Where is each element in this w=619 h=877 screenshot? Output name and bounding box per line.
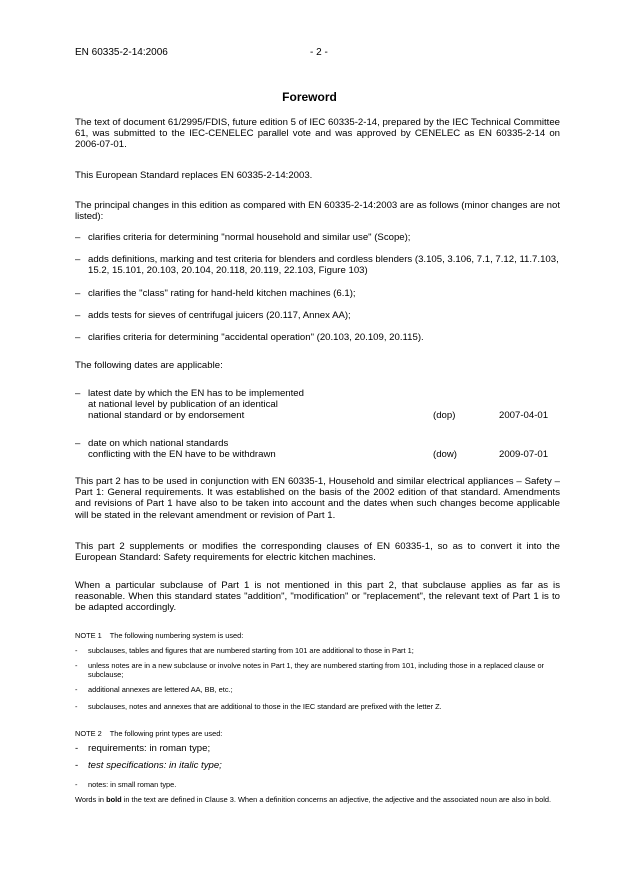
note-item-text: notes: in small roman type. (88, 780, 177, 789)
note-text: The following numbering system is used: (109, 631, 244, 640)
date-description-line: date on which national standards (88, 438, 229, 449)
date-value: 2009-07-01 (499, 449, 549, 461)
dash-marker: – (75, 438, 81, 449)
page-number: - 2 - (310, 47, 328, 58)
date-description-line: at national level by publication of an identical (88, 399, 278, 411)
date-description (88, 438, 408, 460)
dash-marker: – (75, 254, 81, 265)
date-description-line: national standard or by endorsement (88, 410, 245, 422)
note-1-heading (75, 631, 560, 640)
paragraph-subclause: When a particular subclause of Part 1 is not mentioned in this part 2, that subclause applies as far as is reasonable. When this standard states "addition", "modification" or "replacement", the relevant text of Part 1 is to be adapted accordingly. (75, 580, 560, 614)
bold-note-text: Words in (75, 795, 107, 804)
change-item-text: clarifies criteria for determining "accidental operation" (20.103, 20.109, 20.115). (88, 332, 424, 343)
date-value: 2007-04-01 (499, 410, 549, 422)
bold-note-text: in the text are defined in Clause 3. When a definition concerns an adjective, the adjective and the associated noun are also in bold. (121, 795, 552, 804)
dash-marker: – (75, 388, 81, 399)
document-id: EN 60335-2-14:2006 (75, 47, 168, 58)
paragraph-dates-intro: The following dates are applicable: (75, 360, 223, 371)
bold-note-bold-word: bold (106, 795, 122, 804)
paragraph-replaces: This European Standard replaces EN 60335-2-14:2003. (75, 170, 313, 181)
hyphen-marker: - (75, 702, 78, 711)
page-title: Foreword (282, 90, 337, 104)
change-item-text: adds definitions, marking and test criteria for blenders and cordless blenders (3.105, 3.106, 7.1, 7.12, 11.7.103, 15.2, 15.101, 20.103, 20.104, 20.118, 20.119, 22.103, Figure 103) (88, 254, 559, 277)
note-item-text: requirements: in roman type; (88, 743, 211, 754)
date-description-line: latest date by which the EN has to be implemented (88, 388, 304, 399)
hyphen-marker: - (75, 661, 78, 670)
paragraph-changes-intro: The principal changes in this edition as compared with EN 60335-2-14:2003 are as follows (minor changes are not listed): (75, 200, 560, 223)
note-item-text: subclauses, notes and annexes that are additional to those in the IEC standard are prefixed with the letter Z. (88, 702, 442, 711)
paragraph-conjunction: This part 2 has to be used in conjunction with EN 60335-1, Household and similar electrical appliances – Safety – Part 1: General requirements. It was established on the basis of the 2002 edition of that standard. Amendments and revisions of Part 1 have also to be taken into account and the dates when such changes become applicable will be stated in the relevant amendment or revision of Part 1. (75, 476, 560, 521)
date-code: (dop) (433, 410, 456, 422)
hyphen-marker: - (75, 780, 78, 789)
date-code: (dow) (433, 449, 457, 461)
note-label: NOTE 1 (75, 631, 102, 640)
note-item-text: unless notes are in a new subclause or involve notes in Part 1, they are numbered starting from 101, including those in a replaced clause or subclause; (88, 661, 545, 679)
dash-marker: – (75, 332, 81, 343)
dash-marker: – (75, 310, 81, 321)
dash-marker: – (75, 232, 81, 243)
note-item-text: subclauses, tables and figures that are numbered starting from 101 are additional to those in Part 1; (88, 646, 414, 655)
hyphen-marker: - (75, 760, 79, 771)
paragraph-fdis: The text of document 61/2995/FDIS, future edition 5 of IEC 60335-2-14, prepared by the IEC Technical Committee 61, was submitted to the IEC-CENELEC parallel vote and was approved by CENELEC as EN 60335-2-14 on 2006-07-01. (75, 117, 560, 151)
note-item-text: additional annexes are lettered AA, BB, etc.; (88, 685, 233, 694)
hyphen-marker: - (75, 685, 78, 694)
note-2-heading (75, 729, 560, 738)
change-item-text: clarifies criteria for determining "normal household and similar use" (Scope); (88, 232, 411, 243)
hyphen-marker: - (75, 743, 79, 754)
dash-marker: – (75, 288, 81, 299)
bold-definition-note (75, 795, 560, 804)
paragraph-supplements: This part 2 supplements or modifies the corresponding clauses of EN 60335-1, so as to convert it into the European Standard: Safety requirements for electric kitchen machines. (75, 541, 560, 564)
note-label: NOTE 2 (75, 729, 102, 738)
hyphen-marker: - (75, 646, 78, 655)
note-item-text: test specifications: in italic type; (88, 760, 222, 771)
date-description-line: conflicting with the EN have to be withdrawn (88, 449, 276, 461)
change-item-text: clarifies the "class" rating for hand-held kitchen machines (6.1); (88, 288, 356, 299)
change-item-text: adds tests for sieves of centrifugal juicers (20.117, Annex AA); (88, 310, 351, 321)
date-description (88, 388, 408, 422)
note-text: The following print types are used: (109, 729, 223, 738)
